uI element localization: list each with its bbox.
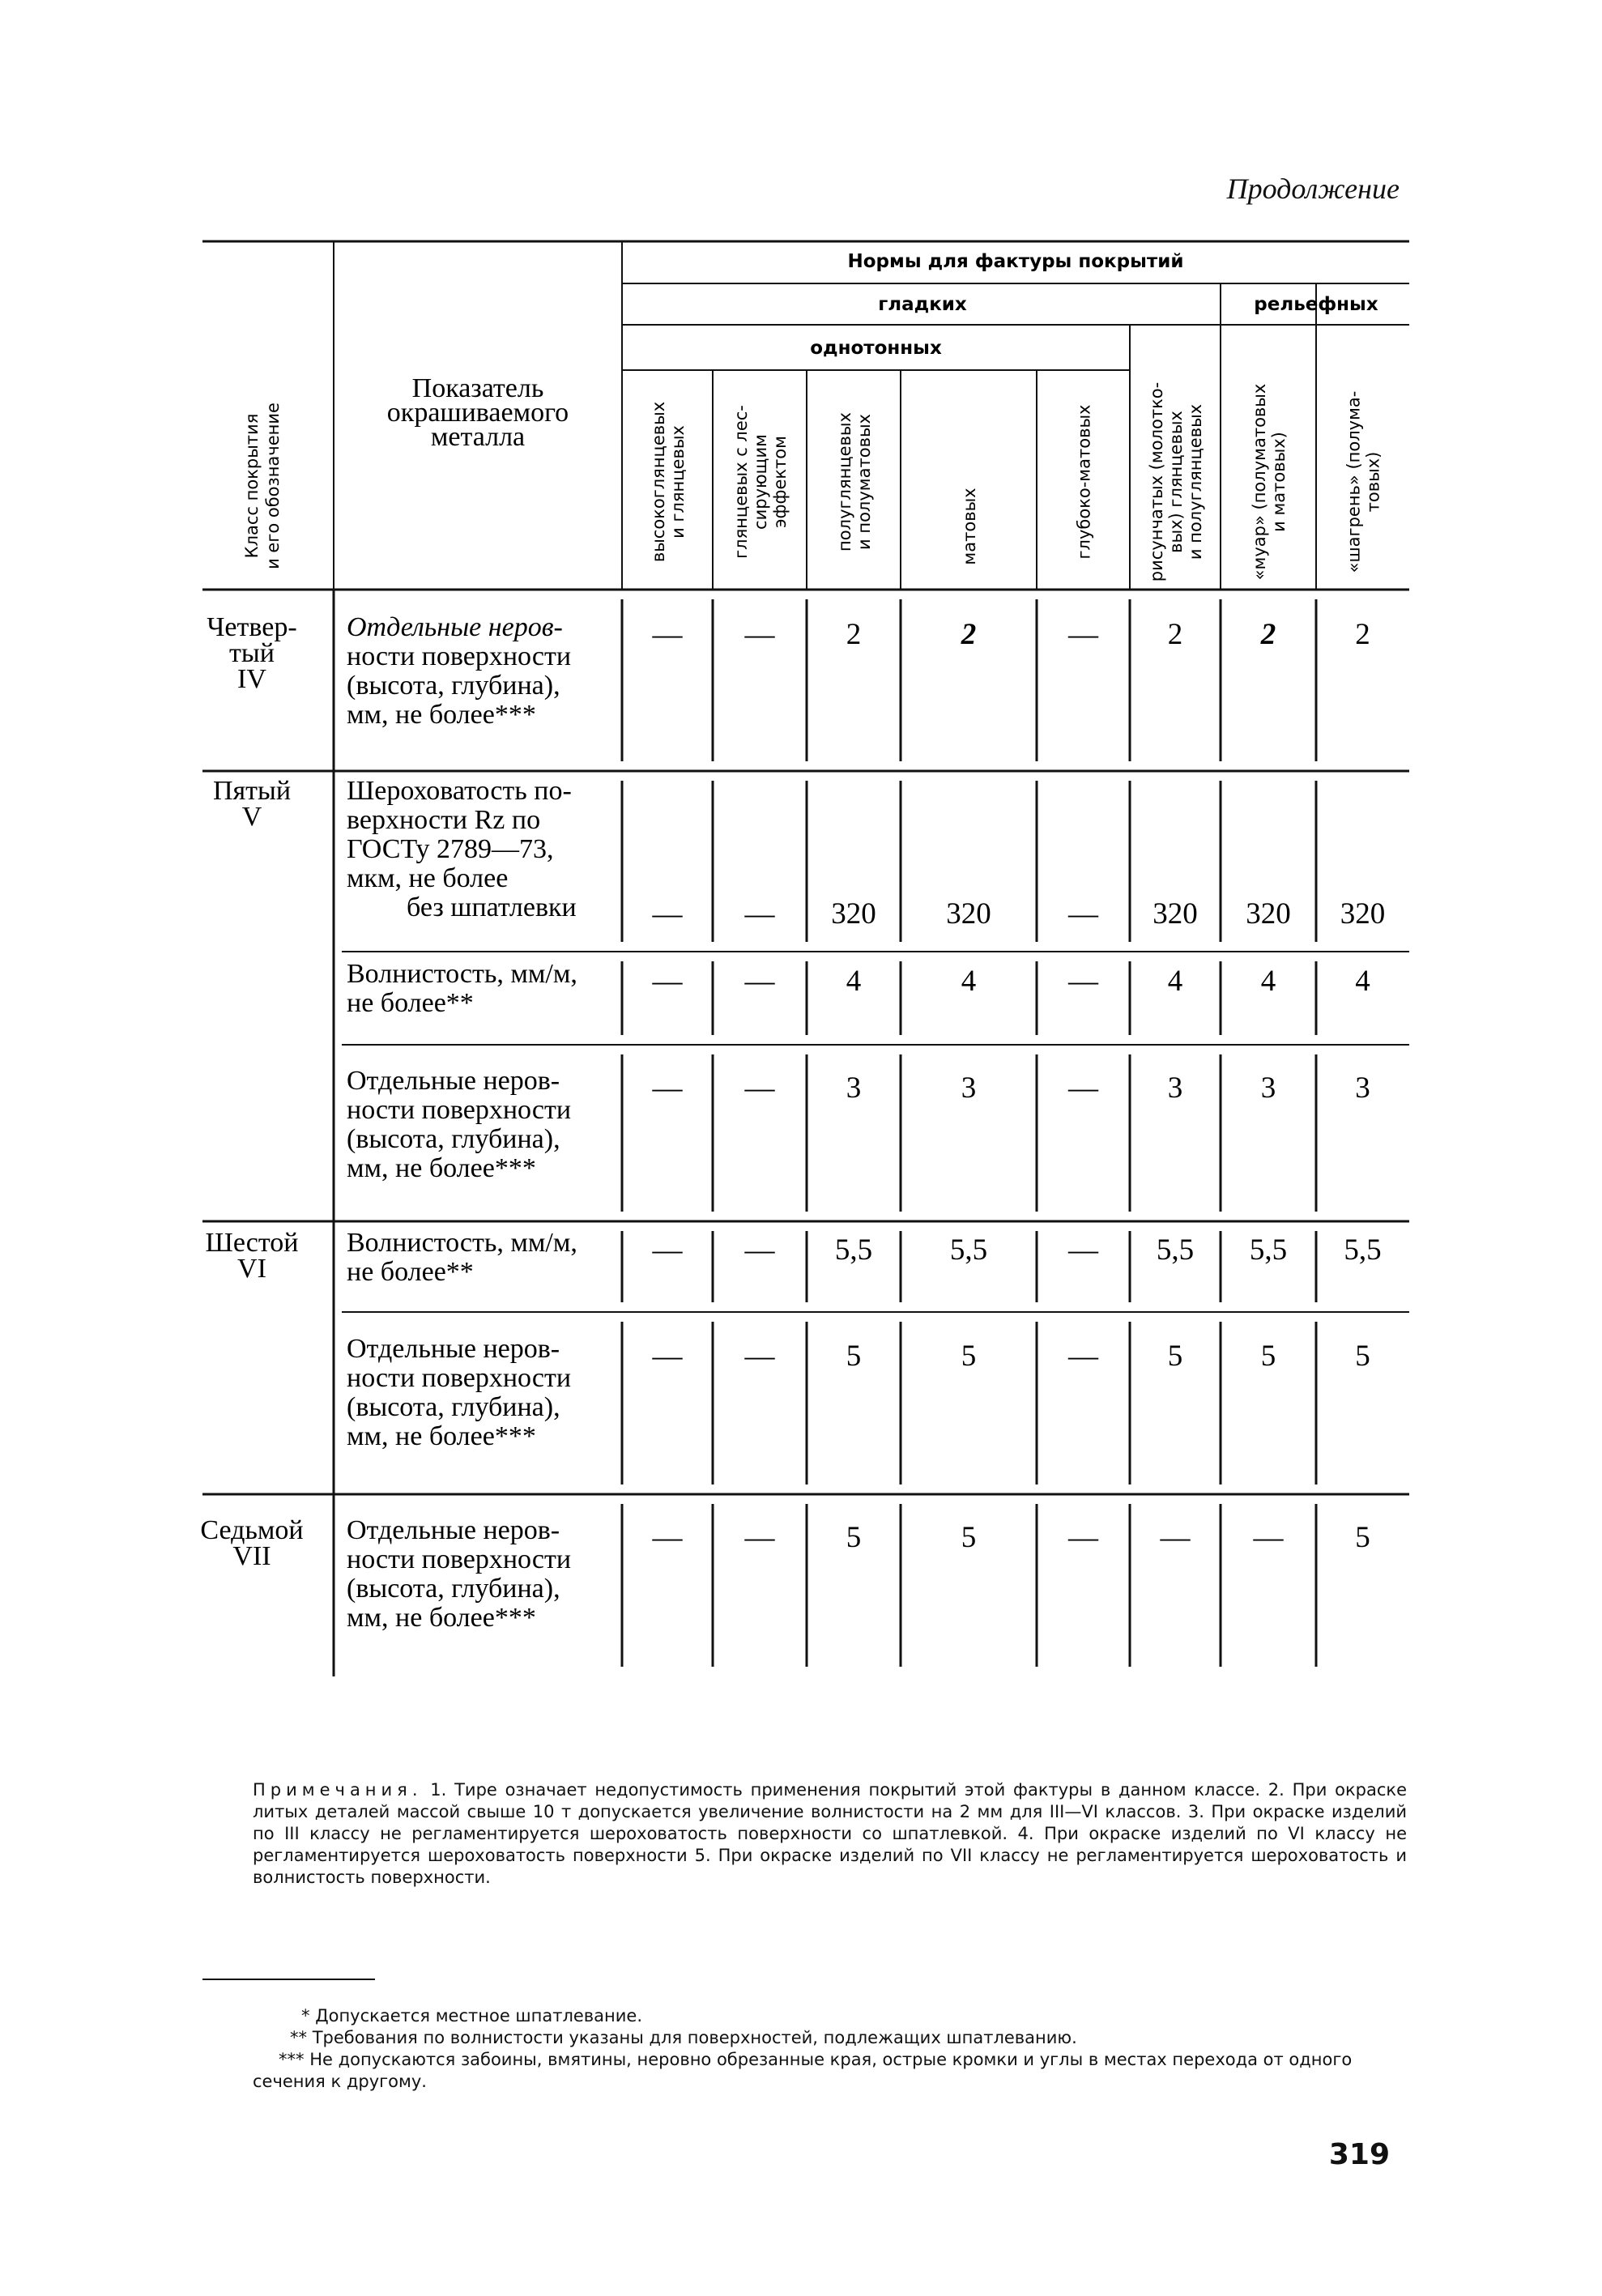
class-label: V	[241, 802, 262, 832]
table-value: —	[1068, 897, 1098, 931]
indicator-column-header: окрашиваемого	[386, 398, 569, 428]
table-value: 320	[1340, 897, 1386, 931]
indicator-label: (высота, глубина),	[347, 1574, 560, 1604]
table-value: —	[1068, 1233, 1098, 1267]
indicator-label: ГОСТу 2789—73,	[347, 834, 554, 864]
column-header: и полуглянцевых	[1186, 403, 1205, 560]
table-value: —	[652, 965, 683, 998]
class-label: тый	[229, 638, 275, 668]
indicator-label: Отдельные неров-	[347, 612, 563, 642]
indicator-label: Отдельные неров-	[347, 1515, 560, 1545]
class-column-header: и его обозначение	[263, 403, 283, 569]
table-value: 3	[846, 1071, 862, 1105]
table-value: —	[744, 965, 775, 998]
table-value: 2	[1260, 618, 1276, 651]
table-value: 320	[1246, 897, 1291, 931]
indicator-label: не более**	[347, 988, 474, 1018]
column-header: глубоко-матовых	[1074, 404, 1094, 560]
footnote-text: Допускается местное шпатлевание.	[315, 2006, 643, 2026]
smooth-heading: гладких	[878, 294, 967, 315]
indicator-label: (высота, глубина),	[347, 1124, 560, 1154]
class-label: Шестой	[205, 1228, 299, 1258]
table-value: 5,5	[1249, 1233, 1288, 1267]
notes-heading: Примечания.	[253, 1780, 423, 1800]
table-value: 4	[961, 965, 977, 998]
footnote-1	[253, 2005, 1407, 2027]
table-value: —	[1068, 1071, 1098, 1105]
table-value: 5	[1167, 1340, 1183, 1373]
relief-heading: рельефных	[1254, 294, 1378, 315]
table-value: 5	[846, 1340, 862, 1373]
column-header: «муар» (полуматовых	[1250, 383, 1269, 581]
table-value: 4	[1260, 965, 1276, 998]
indicator-column-header: Показатель	[411, 373, 544, 403]
table-value: —	[1068, 965, 1098, 998]
table-value: 4	[846, 965, 862, 998]
table-value: —	[744, 1340, 775, 1373]
indicator-label: Отдельные неров-	[347, 1066, 560, 1096]
indicator-label: не более**	[347, 1257, 474, 1287]
column-header: и матовых)	[1269, 432, 1289, 532]
table-value: —	[744, 1521, 775, 1554]
table-value: 5	[846, 1521, 862, 1554]
table-value: —	[652, 1071, 683, 1105]
indicator-label: мм, не более***	[347, 1153, 536, 1183]
table-value: 3	[1167, 1071, 1183, 1105]
indicator-label: мм, не более***	[347, 1603, 536, 1633]
table-value: —	[744, 897, 775, 931]
table-value: —	[652, 618, 683, 651]
table-value: —	[744, 1071, 775, 1105]
table-value: 5,5	[1156, 1233, 1195, 1267]
column-header: рисунчатых (молотко-	[1147, 381, 1166, 582]
indicator-label: Волнистость, мм/м,	[347, 959, 577, 989]
table-value: —	[652, 1340, 683, 1373]
class-label: VI	[237, 1254, 266, 1284]
table-value: 5,5	[1344, 1233, 1382, 1267]
class-label: Пятый	[212, 776, 292, 806]
indicator-label: мкм, не более	[347, 863, 509, 893]
table-value: —	[1160, 1521, 1191, 1554]
table-value: 2	[846, 618, 862, 651]
class-column-header: Класс покрытия	[242, 413, 262, 559]
column-header: сирующим	[751, 434, 770, 530]
table-value: 5	[961, 1340, 977, 1373]
plain-heading: однотонных	[810, 338, 942, 359]
norms-heading: Нормы для фактуры покрытий	[847, 251, 1184, 272]
footnote-mark: *	[301, 2006, 310, 2026]
table-value: —	[652, 1521, 683, 1554]
footnote-mark: ***	[279, 2050, 305, 2069]
table-value: —	[744, 1233, 775, 1267]
table-value: —	[652, 897, 683, 931]
table-value: 3	[1260, 1071, 1276, 1105]
footnote-3	[253, 2049, 1407, 2093]
table-value: 4	[1355, 965, 1370, 998]
class-label: IV	[237, 664, 266, 694]
column-header: и глянцевых	[668, 425, 688, 539]
table-value: 4	[1167, 965, 1183, 998]
indicator-label: ности поверхности	[347, 1544, 572, 1574]
column-header: высокоглянцевых	[649, 401, 668, 563]
footnote-text: Требования по волнистости указаны для поверхностей, подлежащих шпатлеванию.	[312, 2028, 1077, 2047]
column-header: вых) глянцевых	[1166, 411, 1186, 553]
table-value: 5	[961, 1521, 977, 1554]
table-value: 5	[1355, 1340, 1370, 1373]
indicator-column-header: металла	[430, 422, 526, 452]
table-value: 5	[1355, 1521, 1370, 1554]
column-header: «шагрень» (полума-	[1344, 390, 1364, 573]
table-value: 2	[1355, 618, 1370, 651]
indicator-label: верхности Rz по	[347, 805, 541, 835]
table-value: 320	[946, 897, 991, 931]
indicator-label: (высота, глубина),	[347, 671, 560, 701]
table-value: 320	[1153, 897, 1198, 931]
footnote-divider	[202, 1979, 375, 1980]
indicator-label: мм, не более***	[347, 1421, 536, 1451]
indicator-label: Шероховатость по-	[347, 776, 572, 806]
table-value: —	[1068, 1340, 1098, 1373]
table-value: —	[1068, 618, 1098, 651]
indicator-label: (высота, глубина),	[347, 1392, 560, 1422]
class-label: Седьмой	[200, 1515, 304, 1545]
notes	[253, 1779, 1407, 1889]
class-label: Четвер-	[207, 612, 297, 642]
class-label: VII	[232, 1541, 271, 1571]
table-value: 2	[1167, 618, 1183, 651]
table-value: —	[744, 618, 775, 651]
column-header: товых)	[1363, 451, 1383, 513]
footnotes	[253, 2005, 1407, 2093]
footnote-text: Не допускаются забоины, вмятины, неровно обрезанные края, острые кромки и углы в местах перехода от одного сечения к другому.	[253, 2050, 1353, 2091]
table-value: 3	[1355, 1071, 1370, 1105]
table-value: —	[1068, 1521, 1098, 1554]
continued-label: Продолжение	[1226, 173, 1400, 205]
indicator-label: без шпатлевки	[407, 892, 577, 922]
notes-text: 1. Тире означает недопустимость применения покрытий этой фактуры в данном классе. 2. При окраске литых деталей массой свыше 10 т допускается увеличение волнистости на 2 мм для III—VI классов. 3. При окраске изделий по III классу не регламентируется шероховатость поверхности со шпатлевкой. 4. При окраске изделий по VI классу не регламентируется шероховатость поверхности 5. При окраске изделий по VII классу не регламентируется шероховатость и волнистость поверхности.	[253, 1780, 1407, 1887]
table-value: 320	[831, 897, 876, 931]
column-header: и полуматовых	[854, 414, 874, 550]
table-value: 3	[961, 1071, 977, 1105]
table-value: —	[1253, 1521, 1284, 1554]
column-header: матовых	[960, 488, 979, 565]
table-value: 5,5	[834, 1233, 873, 1267]
indicator-label: мм, не более***	[347, 700, 536, 730]
indicator-label: Волнистость, мм/м,	[347, 1228, 577, 1258]
table-value: 5	[1260, 1340, 1276, 1373]
column-header: глянцевых с лес-	[731, 405, 751, 559]
footnote-2	[253, 2027, 1407, 2049]
table-value: 2	[961, 618, 977, 651]
page-number: 319	[1328, 2138, 1390, 2171]
table-value: 5,5	[949, 1233, 988, 1267]
footnote-mark: **	[290, 2028, 307, 2047]
indicator-label: ности поверхности	[347, 1363, 572, 1393]
column-header: эффектом	[770, 436, 790, 528]
column-header: полуглянцевых	[835, 412, 854, 552]
indicator-label: Отдельные неров-	[347, 1334, 560, 1364]
indicator-label: ности поверхности	[347, 641, 572, 671]
indicator-label: ности поверхности	[347, 1095, 572, 1125]
table-value: —	[652, 1233, 683, 1267]
